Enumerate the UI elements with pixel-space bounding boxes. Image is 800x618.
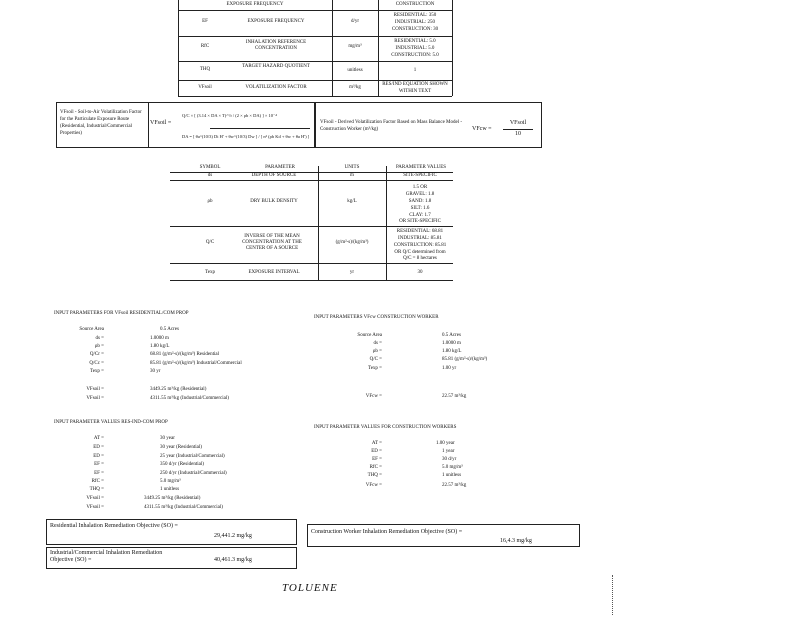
mid-row1-value5: OR SITE-SPECIFIC (399, 219, 441, 224)
values-left-value: 5.0 mg/m³ (160, 479, 181, 484)
inputs-right-label: Texp = (368, 366, 382, 371)
inputs-left-value: 0.5 Acres (160, 327, 179, 332)
mid-row3-units: yr (349, 270, 355, 275)
mid-header-units: UNITS (344, 165, 360, 170)
residential-objective-value: 29,441.2 mg/kg (214, 533, 252, 539)
values-right-label: AT = (371, 441, 382, 446)
values-left-value: 250 d/yr (Industrial/Commercial) (160, 471, 227, 476)
values-left-label: VFsoil = (86, 505, 104, 510)
industrial-objective-value: 40,461.3 mg/kg (214, 557, 252, 563)
top-row3-units: unitless (347, 68, 363, 73)
values-left-value: 25 year (Industrial/Commercial) (160, 454, 225, 459)
mid-row3-value0: 30 (417, 270, 423, 275)
inputs-left-value: 1.0000 m (150, 336, 169, 341)
construction-objective-label: Construction Worker Inhalation Remediation Objective (SO) = (311, 529, 463, 535)
values-right-value: 30 d/yr (442, 457, 457, 462)
inputs-right-label: ds = (373, 341, 382, 346)
mid-row2-symbol: Q/C (205, 240, 215, 245)
top-row4-parameter: VOLATILIZATION FACTOR (245, 85, 307, 90)
values-left-label: ED = (93, 454, 104, 459)
inputs-left-title: INPUT PARAMETERS FOR VFsoil RESIDENTIAL/COM PROP (54, 311, 189, 316)
top-row3-value0: 1 (413, 68, 417, 73)
values-right-label: RfC = (369, 465, 382, 470)
mid-row0-parameter: DEPTH OF SOURCE (251, 173, 297, 178)
top-row1-units: d/yr (350, 19, 360, 24)
values-right-label: EF = (372, 457, 382, 462)
inputs-left-label: VFsoil = (86, 396, 104, 401)
top-row2-units: mg/m³ (348, 44, 362, 49)
top-row2-value1: INDUSTRIAL: 5.0 (395, 46, 435, 51)
equation-left-lhs: VFsoil = (150, 120, 172, 126)
mid-row2-value4: Q/C = 8 hectares (403, 256, 437, 261)
inputs-left-value: 30 yr (150, 369, 161, 374)
equation-right-lhs: VFcw = (472, 126, 492, 132)
top-row0-value0: CONSTRUCTION (395, 2, 435, 7)
inputs-right-value: 1.00 yr (442, 366, 457, 371)
inputs-left-value: 1.80 kg/L (150, 344, 170, 349)
values-left-value: 30 year (Residential) (160, 445, 202, 450)
inputs-right-value: 1.0000 m (442, 341, 461, 346)
mid-row1-value1: GRAVEL: 1.8 (405, 192, 435, 197)
mid-header-symbol: SYMBOL (199, 165, 221, 170)
inputs-left-label: ds = (95, 336, 104, 341)
mid-row1-value2: SAND: 1.8 (408, 199, 432, 204)
top-row2-parameter: INHALATION REFERENCE CONCENTRATION (245, 40, 307, 51)
values-right-label: THQ = (367, 473, 382, 478)
inputs-right-value: 1.80 kg/L (442, 349, 462, 354)
inputs-left-label: Q/Cr = (89, 352, 104, 357)
values-right-title: INPUT PARAMETER VALUES FOR CONSTRUCTION WORKERS (314, 425, 457, 430)
mid-row0-value0: SITE-SPECIFIC (403, 173, 437, 178)
top-row3-parameter: TARGET HAZARD QUOTIENT (242, 64, 310, 69)
values-left-title: INPUT PARAMETER VALUES RES-IND-COM PROP (54, 420, 168, 425)
inputs-right-label: ρb = (372, 349, 382, 354)
residential-objective-label: Residential Inhalation Remediation Objective (SO) = (50, 523, 178, 529)
values-right-value: 1 unitless (442, 473, 462, 478)
top-row1-value2: CONSTRUCTION: 30 (391, 27, 439, 32)
equation-right-label: VFsoil - Derived Volatilization Factor Based on Mass Balance Model - Construction Worker (m³/kg) (320, 120, 463, 132)
mid-header-parameter: PARAMETER (265, 165, 295, 170)
mid-row0-units: m (350, 173, 354, 178)
edge-mark (612, 575, 613, 615)
values-left-value: 350 d/yr (Residential) (160, 462, 204, 467)
top-row2-value2: CONSTRUCTION: 5.0 (391, 53, 439, 58)
inputs-left-label: Q/Cc = (89, 361, 104, 366)
mid-row1-value4: CLAY: 1.7 (409, 213, 431, 218)
mid-row2-value2: CONSTRUCTION: 85.81 (393, 243, 447, 248)
industrial-objective-label: Industrial/Commercial Inhalation Remediation Objective (SO) = (50, 550, 163, 563)
mid-row1-symbol: ρb (207, 199, 213, 204)
values-left-label: RfC = (91, 479, 104, 484)
top-row1-value1: INDUSTRIAL: 250 (394, 20, 436, 25)
equation-left-bottom: DA = [ θa^(10/3) Di H' + θw^(10/3) Dw ] / [ n² (ρb Kd + θw + θa H') ] (182, 134, 310, 139)
inputs-left-label: Source Area (79, 327, 104, 332)
top-row3-symbol: THQ (199, 67, 211, 72)
inputs-right-value: 0.5 Acres (442, 333, 461, 338)
values-left-value: 1 unitless (160, 487, 180, 492)
top-row0-parameter: EXPOSURE FREQUENCY (226, 2, 284, 7)
mid-row1-value0: 1.5 OR (412, 185, 428, 190)
inputs-right-label: Q/C = (369, 357, 382, 362)
mid-row2-units: (g/m²-s)/(kg/m³) (335, 240, 369, 245)
top-row1-value0: RESIDENTIAL: 350 (393, 13, 437, 18)
values-right-value: 5.0 mg/m³ (442, 465, 463, 470)
inputs-left-value: 3449.25 m³/kg (Residential) (150, 387, 207, 392)
mid-header-values: PARAMETER VALUES (395, 165, 447, 170)
equation-right-den: 10 (515, 131, 521, 137)
values-right-value: 22.57 m³/kg (442, 483, 467, 488)
inputs-left-value: 4311.55 m³/kg (Industrial/Commercial) (150, 396, 229, 401)
mid-row1-units: kg/L (347, 199, 357, 204)
values-left-label: ED = (93, 445, 104, 450)
values-right-label: ED = (371, 449, 382, 454)
mid-row1-parameter: DRY BULK DENSITY (250, 199, 298, 204)
mid-row2-parameter: INVERSE OF THE MEAN CONCENTRATION AT THE CENTER OF A SOURCE (242, 234, 302, 251)
equation-left-top: Q/C × [ (3.14 × DA × T)^½ / (2 × ρb × DA) ] × 10⁻⁴ (182, 113, 277, 118)
document-title: TOLUENE (282, 582, 338, 594)
top-row1-symbol: EF (202, 19, 208, 24)
inputs-right-value: 85.81 (g/m²-s)/(kg/m³) (442, 357, 488, 362)
values-left-label: AT = (93, 436, 104, 441)
values-right-label: VFcw = (365, 483, 382, 488)
construction-objective-value: 16,4.3 mg/kg (500, 538, 532, 544)
values-left-label: EF = (94, 462, 104, 467)
values-right-value: 1.00 year (436, 441, 455, 446)
mid-row2-value1: INDUSTRIAL: 85.81 (398, 236, 442, 241)
equation-left-label: VFsoil - Soil-to-Air Volatilization Factor for the Particulate Exposure Route (Residential, Industrial/Commercial Properties) (60, 110, 142, 136)
mid-row1-value3: SILT: 1.6 (410, 206, 430, 211)
inputs-left-label: VFsoil = (86, 387, 104, 392)
mid-row3-symbol: Texp (205, 270, 215, 275)
values-left-label: VFsoil = (86, 496, 104, 501)
values-left-value: 3449.25 m³/kg (Residential) (144, 496, 201, 501)
inputs-right-title: INPUT PARAMETERS VFcw CONSTRUCTION WORKER (314, 315, 439, 320)
top-row2-value0: RESIDENTIAL: 5.0 (394, 39, 436, 44)
mid-row0-symbol: ds (207, 173, 213, 178)
inputs-left-label: ρb = (94, 344, 104, 349)
top-row4-symbol: VFsoil (198, 85, 212, 90)
mid-row2-value3: OR Q/C determined from (394, 250, 446, 255)
values-left-value: 30 year (160, 436, 175, 441)
mid-row2-value0: RESIDENTIAL: 68.81 (396, 229, 444, 234)
top-row1-parameter: EXPOSURE FREQUENCY (247, 19, 305, 24)
values-left-label: THQ = (89, 487, 104, 492)
values-right-value: 1 year (442, 449, 455, 454)
top-row4-units: m³/kg (349, 85, 361, 90)
top-row4-value0: RES/IND EQUATION SHOWN (382, 82, 448, 87)
top-row4-value1: WITHIN TEXT (398, 89, 432, 94)
inputs-left-value: 85.81 (g/m²-s)/(kg/m³) Industrial/Commercial (150, 361, 242, 366)
inputs-left-value: 68.81 (g/m²-s)/(kg/m³) Residential (150, 352, 219, 357)
inputs-right-label: VFcw = (365, 394, 382, 399)
inputs-right-value: 22.57 m³/kg (442, 394, 467, 399)
inputs-right-label: Source Area (357, 333, 382, 338)
equation-right-num: VFsoil (509, 120, 527, 126)
inputs-left-label: Texp = (90, 369, 104, 374)
top-row2-symbol: RfC (200, 44, 210, 49)
values-left-value: 4311.55 m³/kg (Industrial/Commercial) (144, 505, 223, 510)
values-left-label: EF = (94, 471, 104, 476)
mid-row3-parameter: EXPOSURE INTERVAL (248, 270, 300, 275)
